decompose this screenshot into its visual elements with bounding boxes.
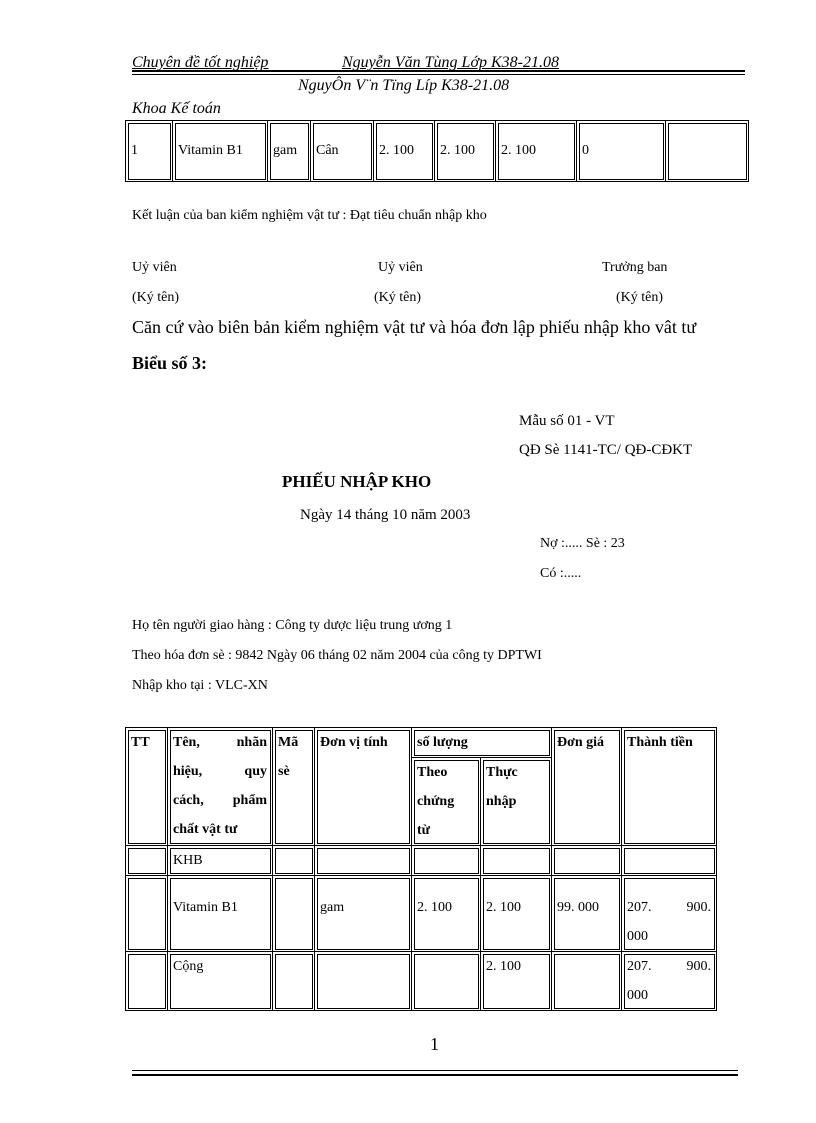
header-amount: Thành tiền — [622, 728, 717, 846]
footer-rule-thin — [132, 1070, 738, 1071]
cell-name: Cộng — [168, 952, 273, 1011]
header-qty: số lượng — [412, 728, 552, 758]
header-qty-doc-3: từ — [417, 823, 431, 838]
header-qty-actual — [481, 758, 552, 846]
table-row — [126, 952, 717, 1011]
amount-part-3: 000 — [627, 988, 648, 1003]
header-right: Nguyễn Văn Tùng Lớp K38-21.08 — [342, 54, 559, 71]
debit-number: Nợ :..... Sè : 23 — [540, 536, 625, 551]
cell-name: Vitamin B1 — [168, 876, 273, 952]
header-name-5: cách, — [173, 793, 204, 808]
cell-unit — [315, 846, 412, 876]
table-row — [126, 846, 717, 876]
header-left: Chuyên đề tốt nghiệp — [132, 54, 269, 71]
signature-head: Trưởng ban — [602, 260, 668, 275]
signature-member1: Uỷ viên — [132, 260, 177, 275]
cell-qty-actual: 2. 100 — [481, 876, 552, 952]
cell-tt — [126, 952, 168, 1011]
cell-tt: 1 — [126, 121, 173, 182]
header-code — [273, 728, 315, 846]
header-qty-doc-1: Theo — [417, 765, 448, 780]
sign-label-3: (Ký tên) — [616, 290, 664, 305]
conclusion-text: Kết luận của ban kiểm nghiệm vật tư : Đạt tiêu chuẩn nhập kho — [132, 208, 487, 223]
cell-qty-actual: 2. 100 — [481, 952, 552, 1011]
header-price: Đơn giá — [552, 728, 622, 846]
cell-tt — [126, 876, 168, 952]
deliverer-line: Họ tên người giao hàng : Công ty dược liệu trung ương 1 — [132, 618, 453, 633]
cell-qty-actual — [481, 846, 552, 876]
receipt-table — [125, 727, 717, 1011]
header-qty-actual-2: nhập — [486, 794, 517, 809]
cell-name: Vitamin B1 — [173, 121, 268, 182]
cell-unit — [315, 952, 412, 1011]
cell-amount — [622, 952, 717, 1011]
cell-qty-fail: 0 — [577, 121, 666, 182]
cell-note — [666, 121, 749, 182]
page-number: 1 — [430, 1034, 439, 1054]
cell-amount — [622, 846, 717, 876]
header-name-2: nhãn — [236, 735, 267, 750]
cell-code — [273, 952, 315, 1011]
cell-unit: gam — [268, 121, 311, 182]
invoice-line: Theo hóa đơn sè : 9842 Ngày 06 tháng 02 năm 2004 của công ty DPTWI — [132, 648, 542, 663]
amount-part-2: 900. — [686, 900, 711, 915]
credit-line: Có :..... — [540, 566, 582, 581]
amount-part-1: 207. — [627, 900, 652, 915]
amount-part-1: 207. — [627, 959, 652, 974]
header-code-2: sè — [278, 764, 290, 779]
decision-number: QĐ Sè 1141-TC/ QĐ-CĐKT — [519, 442, 693, 458]
cell-qty-doc — [412, 952, 481, 1011]
cell-unit: gam — [315, 876, 412, 952]
cell-qty-ok: 2. 100 — [496, 121, 577, 182]
header-code-1: Mã — [278, 735, 299, 750]
header-rule-thin — [132, 74, 745, 75]
cell-qty-doc — [412, 846, 481, 876]
page-title: PHIẾU NHẬP KHO — [282, 472, 432, 491]
table-header-row — [126, 728, 717, 758]
header-rule — [132, 70, 745, 72]
cell-method: Cân — [311, 121, 374, 182]
table-row — [126, 121, 749, 182]
header-qty-doc-2: chứng — [417, 794, 455, 809]
cell-qty-doc: 2. 100 — [412, 876, 481, 952]
header-name-1: Tên, — [173, 735, 200, 750]
cell-qty-doc: 2. 100 — [374, 121, 435, 182]
header-name-6: phẩm — [232, 793, 267, 808]
cell-price — [552, 952, 622, 1011]
warehouse-line: Nhập kho tại : VLC-XN — [132, 678, 268, 693]
footer-rule — [132, 1074, 738, 1076]
cell-code — [273, 876, 315, 952]
amount-part-2: 900. — [686, 959, 711, 974]
cell-price — [552, 846, 622, 876]
intro-text: Căn cứ vào biên bản kiểm nghiệm vật tư và hóa đơn lập phiếu nhập kho vât tư — [132, 317, 697, 337]
amount-part-3: 000 — [627, 929, 648, 944]
document-date: Ngày 14 tháng 10 năm 2003 — [300, 507, 471, 523]
header-tt: TT — [126, 728, 168, 846]
cell-code — [273, 846, 315, 876]
header-name-7: chất vật tư — [173, 822, 238, 837]
cell-price: 99. 000 — [552, 876, 622, 952]
signature-member2: Uỷ viên — [378, 260, 423, 275]
header-name-3: hiệu, — [173, 764, 203, 779]
cell-qty-actual: 2. 100 — [435, 121, 496, 182]
header-qty-doc — [412, 758, 481, 846]
sign-label-2: (Ký tên) — [374, 290, 422, 305]
cell-amount — [622, 876, 717, 952]
header-unit: Đơn vị tính — [315, 728, 412, 846]
form-label: Biểu số 3: — [132, 353, 208, 373]
header-qty-actual-1: Thực — [486, 765, 518, 780]
inspection-table — [125, 120, 749, 182]
department: Khoa Kế toán — [132, 100, 221, 117]
cell-tt — [126, 846, 168, 876]
cell-name: KHB — [168, 846, 273, 876]
table-row — [126, 876, 717, 952]
sign-label-1: (Ký tên) — [132, 290, 180, 305]
header-name — [168, 728, 273, 846]
header-subtitle: NguyÔn V¨n Tïng Líp K38-21.08 — [298, 77, 510, 94]
form-code: Mẫu số 01 - VT — [519, 413, 615, 429]
header-name-4: quy — [244, 764, 267, 779]
